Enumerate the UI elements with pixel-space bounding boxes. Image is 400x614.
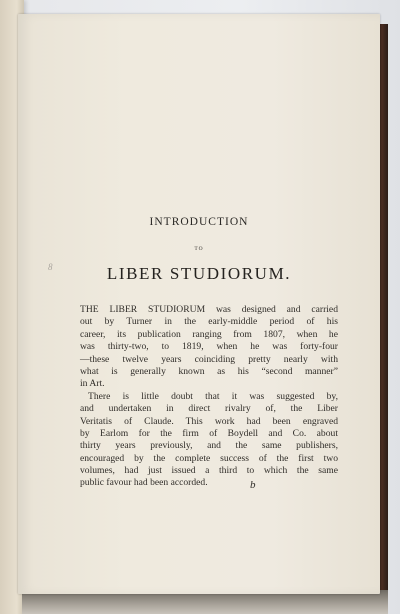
text-line: There is little doubt that it was suggested by,	[88, 390, 338, 402]
text-line: —these twelve years coinciding pretty nearly with	[80, 353, 338, 365]
text-line: by Earlom for the firm of Boydell and Co. about	[80, 427, 338, 439]
page-heading: INTRODUCTION	[149, 216, 249, 228]
text-line: thirty years previously, and the same publishers,	[80, 440, 338, 452]
text-line: out by Turner in the early-middle period of his	[80, 316, 338, 328]
text-line: in Art.	[80, 378, 105, 390]
book-page	[18, 14, 380, 594]
text-line: and undertaken in direct rivalry of, the Liber	[80, 403, 338, 415]
text-line: what is generally known as his “second manner”	[80, 365, 338, 377]
text-line: volumes, had just issued a third to which the same	[80, 465, 338, 477]
page-heading-to: TO	[194, 246, 204, 252]
text-line: public favour had been accorded.	[80, 477, 208, 489]
text-line: Veritatis of Claude. This work had been engraved	[80, 415, 338, 427]
signature-mark: b	[250, 479, 256, 491]
text-line: was thirty-two, to 1819, when he was forty-four	[80, 341, 338, 353]
text-line: THE LIBER STUDIORUM was designed and carried	[80, 304, 338, 315]
pencil-annotation: 8	[48, 262, 53, 272]
page-title: LIBER STUDIORUM.	[106, 264, 292, 283]
text-line: encouraged by the complete success of the first two	[80, 452, 338, 464]
text-line: career, its publication ranging from 1807, when he	[80, 328, 338, 340]
body-text	[80, 304, 338, 490]
